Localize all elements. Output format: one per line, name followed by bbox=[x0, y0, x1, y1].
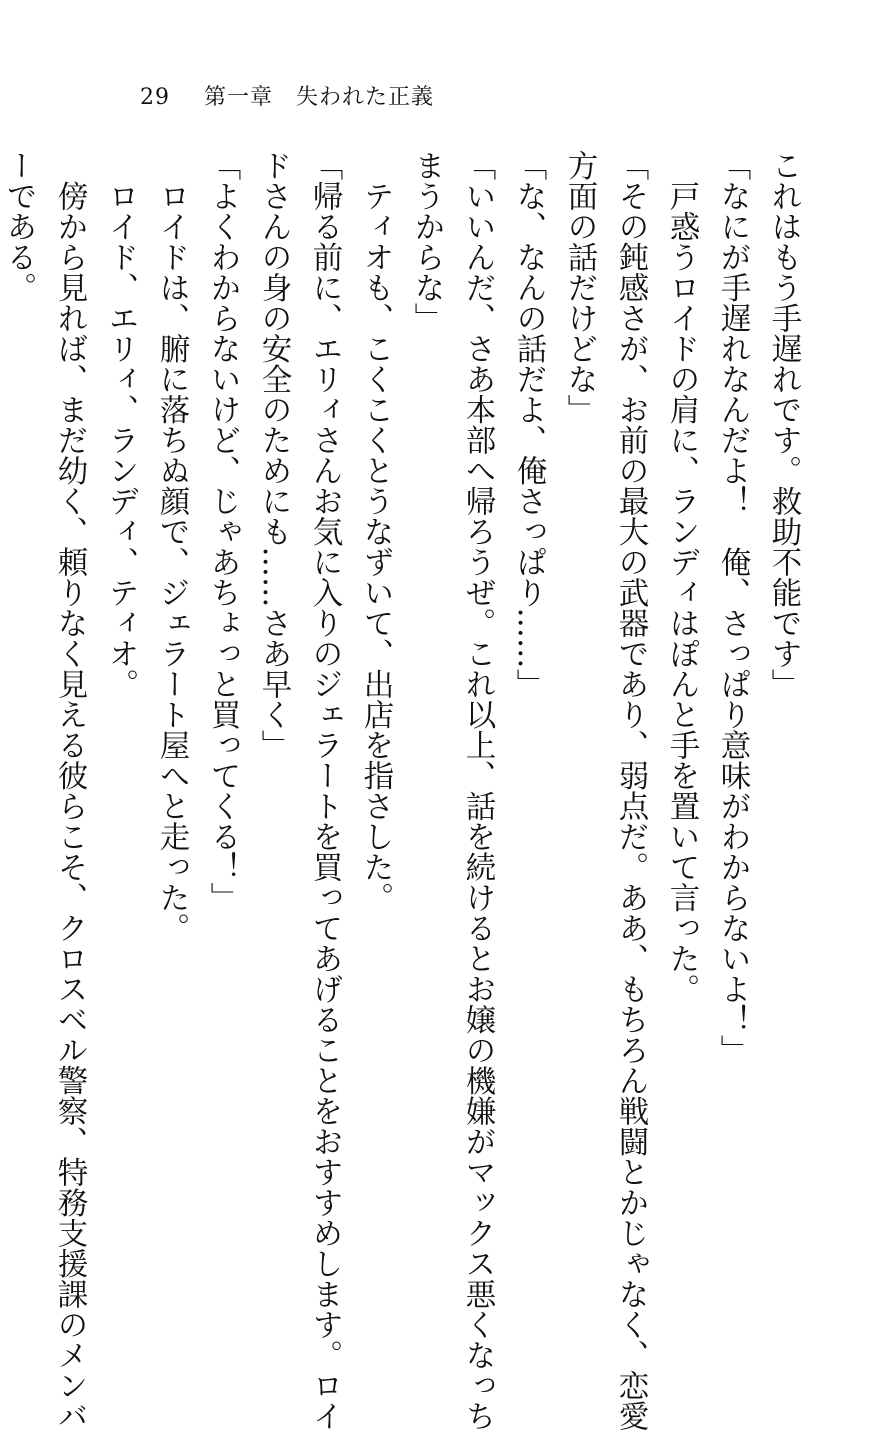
text-line: 戸惑うロイドの肩に、ランディはぽんと手を置いて言った。 bbox=[664, 150, 699, 1004]
text-line: 「帰る前に、エリィさんお気に入りのジェラートを買ってあげることをおすすめします。ロイ bbox=[307, 150, 342, 1431]
chapter-title: 第一章 失われた正義 bbox=[204, 85, 435, 110]
vertical-text-body bbox=[1, 150, 809, 1431]
page-number: 29 bbox=[140, 85, 170, 110]
text-line: ロイド、エリィ、ランディ、ティオ。 bbox=[103, 150, 138, 699]
text-line: 「よくわからないけど、じゃあちょっと買ってくる！」 bbox=[205, 150, 240, 913]
text-line: 「な、なんの話だよ、俺さっぱり……」 bbox=[511, 150, 546, 699]
text-line: ドさんの身の安全のためにも……さあ早く」 bbox=[256, 150, 291, 760]
text-line: これはもう手遅れです。救助不能です」 bbox=[766, 150, 801, 699]
text-line: ーである。 bbox=[1, 150, 36, 303]
text-line: まうからな」 bbox=[409, 150, 444, 333]
text-line: 方面の話だけどな」 bbox=[562, 150, 597, 425]
text-line: 「なにが手遅れなんだよ！ 俺、さっぱり意味がわからないよ！」 bbox=[715, 150, 750, 1065]
running-header bbox=[140, 80, 434, 111]
text-line: 傍から見れば、まだ幼く、頼りなく見える彼らこそ、クロスベル警察、特務支援課のメンバ bbox=[52, 150, 87, 1431]
text-line: 「その鈍感さが、お前の最大の武器であり、弱点だ。ああ、もちろん戦闘とかじゃなく、恋愛 bbox=[613, 150, 648, 1431]
text-line: 「いいんだ、さあ本部へ帰ろうぜ。これ以上、話を続けるとお嬢の機嫌がマックス悪くなっち bbox=[460, 150, 495, 1431]
text-line: ロイドは、腑に落ちぬ顔で、ジェラート屋へと走った。 bbox=[154, 150, 189, 943]
text-line: ティオも、こくこくとうなずいて、出店を指さした。 bbox=[358, 150, 393, 913]
